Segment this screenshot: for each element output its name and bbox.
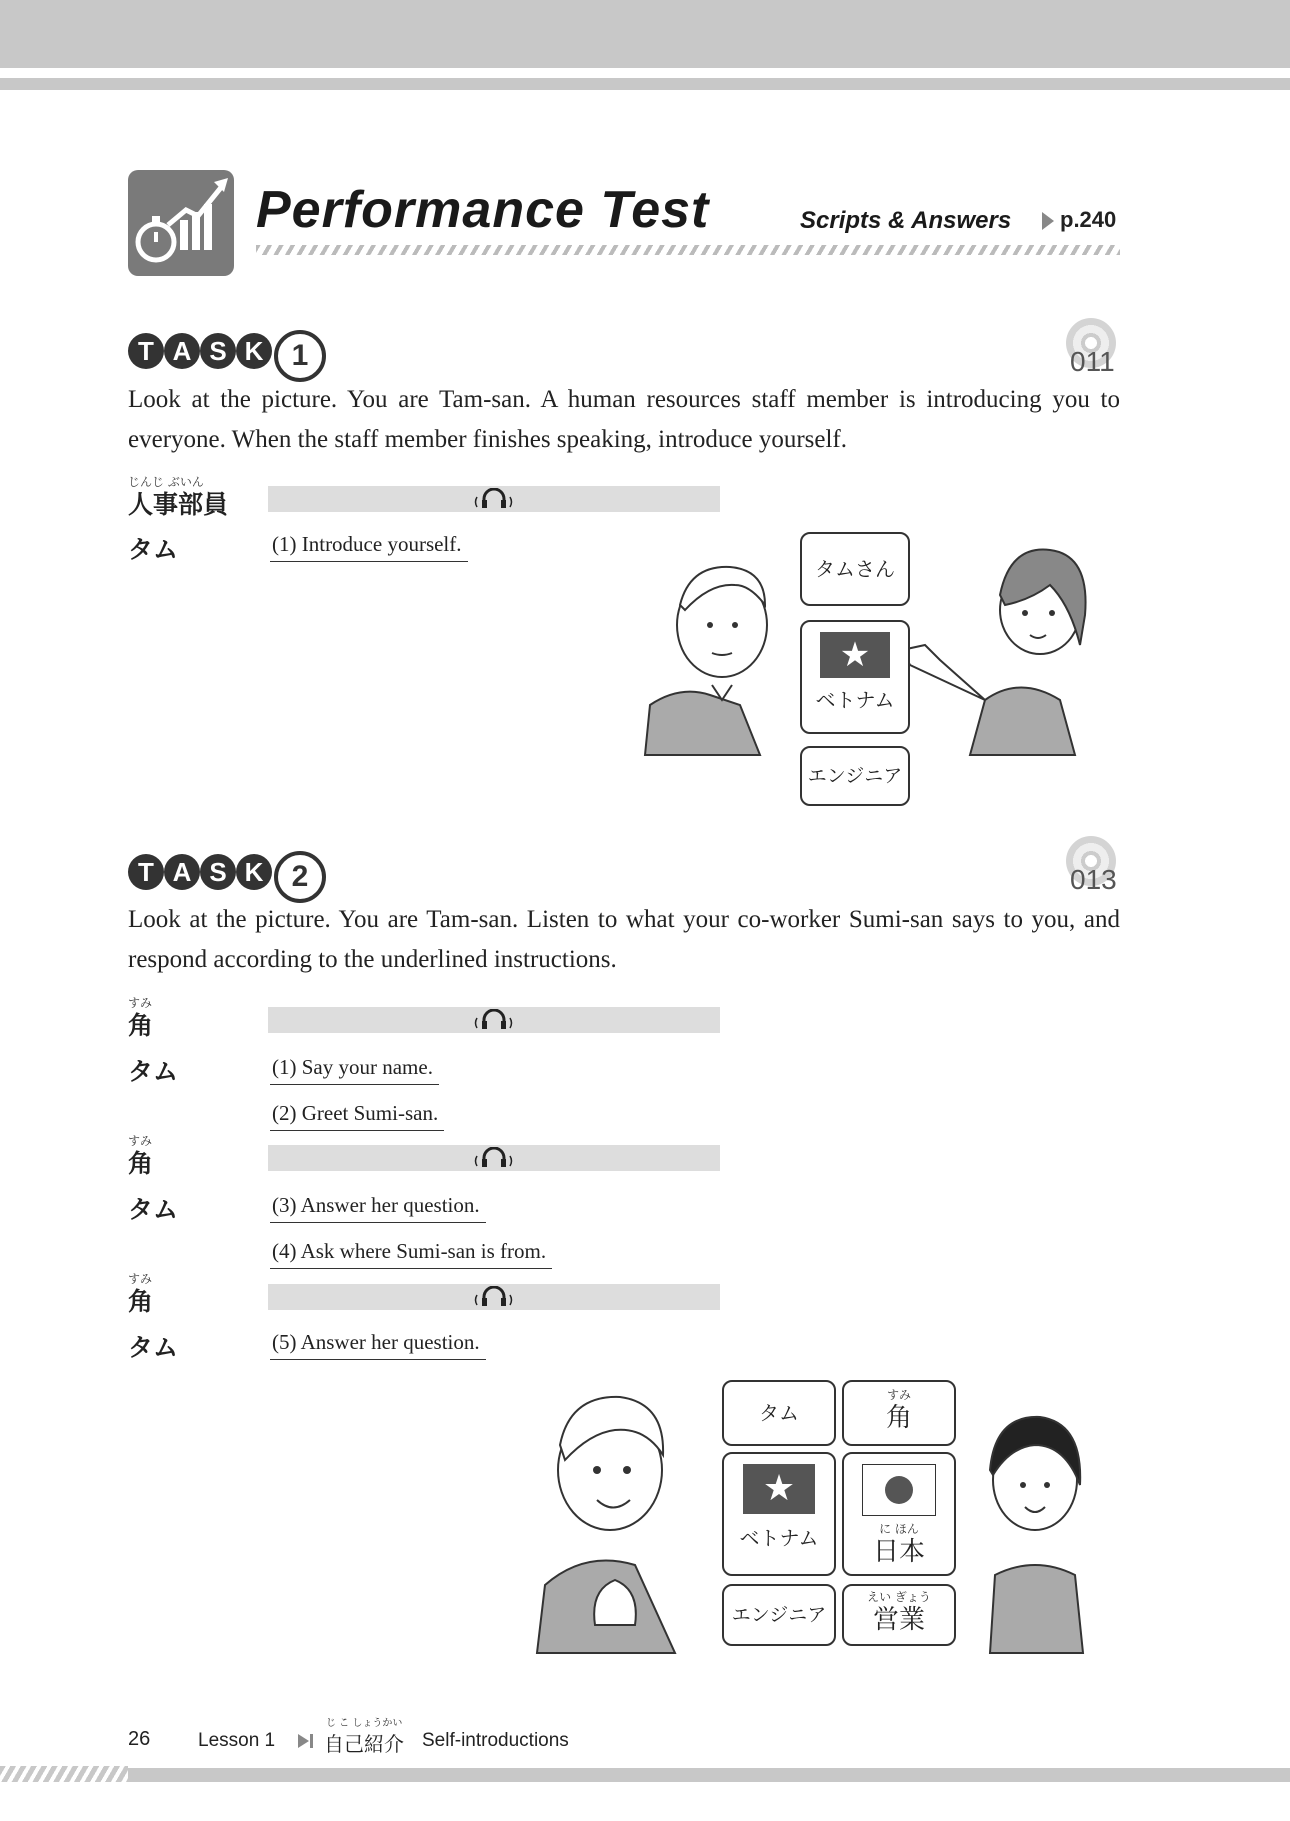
bubble-engineer: エンジニア (800, 746, 910, 806)
response-line: (1) Introduce yourself. (270, 532, 468, 562)
speaker-ruby: すみ (128, 1134, 153, 1148)
speaker-sumi: 角 (128, 1149, 154, 1178)
task-letter: S (200, 333, 236, 369)
task-letter: A (164, 854, 200, 890)
speaker-tam: タム (128, 535, 179, 564)
top-bar (0, 0, 1290, 68)
bubble-tam-san: タムさん (800, 532, 910, 606)
vietnam-flag: ★ (743, 1464, 815, 1514)
task-number: 2 (274, 851, 326, 903)
card-ruby: に ほん (879, 1522, 919, 1536)
speaker-hr: 人事部員 (128, 490, 229, 519)
lesson-ruby: じ こ しょうかい (326, 1718, 403, 1729)
card-ruby: すみ (886, 1388, 911, 1402)
play-skip-bar (310, 1734, 313, 1748)
speaker-sumi: 角 (128, 1011, 154, 1040)
card-vietnam (722, 1452, 836, 1576)
card-japan (842, 1452, 956, 1576)
japan-flag-circle (885, 1476, 913, 1504)
audio-bar[interactable] (268, 1007, 720, 1033)
bubble-vietnam-label: ベトナム (815, 688, 895, 712)
bubble-vietnam (800, 620, 910, 734)
task-number: 1 (274, 330, 326, 382)
task-letter: T (128, 333, 164, 369)
headphones-icon (472, 1009, 516, 1031)
track-number: 011 (1070, 346, 1115, 377)
task-letter: A (164, 333, 200, 369)
track-number: 013 (1070, 864, 1117, 895)
headphones-icon (472, 488, 516, 510)
task-letter: K (236, 854, 272, 890)
response-line: (4) Ask where Sumi-san is from. (270, 1239, 552, 1269)
headphones-icon (472, 1147, 516, 1169)
card-sumi-label: 角 (885, 1403, 912, 1433)
vietnam-flag: ★ (820, 632, 890, 678)
bottom-hatch (0, 1766, 128, 1782)
bottom-bar (0, 1768, 1290, 1782)
speaker-ruby: すみ (128, 996, 153, 1010)
speaker-tam: タム (128, 1195, 179, 1224)
lesson-jp: 自己紹介 (324, 1732, 404, 1756)
page-number: 26 (128, 1728, 151, 1750)
speaker-ruby: すみ (128, 1272, 153, 1286)
task2-badge (128, 851, 326, 899)
card-vietnam-label: ベトナム (739, 1526, 819, 1550)
task2-instructions: Look at the picture. You are Tam-san. Listen to what your co-worker Sumi-san says to you, and respond according to the underlined instructions. (128, 906, 1120, 973)
speaker-tam: タム (128, 1057, 179, 1086)
lesson-en: Self-introductions (422, 1730, 569, 1751)
japan-flag (862, 1464, 936, 1516)
card-sales-label: 営業 (872, 1605, 925, 1635)
card-sumi (842, 1380, 956, 1446)
card-engineer: エンジニア (722, 1584, 836, 1646)
card-ruby: えい ぎょう (867, 1590, 931, 1604)
task-letter: T (128, 854, 164, 890)
audio-bar[interactable] (268, 486, 720, 512)
header-dashed-rule (256, 245, 1120, 255)
performance-icon (128, 170, 234, 276)
card-sales (842, 1584, 956, 1646)
speaker-tam: タム (128, 1333, 179, 1362)
page-title: Performance Test (256, 181, 710, 239)
speaker-ruby: じんじ ぶいん (128, 475, 204, 489)
lesson-label: Lesson 1 (198, 1730, 276, 1751)
scripts-answers-label: Scripts & Answers (800, 207, 1012, 234)
triangle-right-icon (1042, 212, 1054, 230)
task1-badge (128, 330, 326, 378)
card-japan-label: 日本 (872, 1537, 925, 1567)
play-skip-icon (298, 1734, 309, 1748)
top-rule (0, 78, 1290, 90)
card-tam: タム (722, 1380, 836, 1446)
page-reference: p.240 (1060, 207, 1117, 232)
response-line: (3) Answer her question. (270, 1193, 486, 1223)
audio-bar[interactable] (268, 1284, 720, 1310)
task-letter: K (236, 333, 272, 369)
task-letter: S (200, 854, 236, 890)
speaker-sumi: 角 (128, 1287, 154, 1316)
audio-bar[interactable] (268, 1145, 720, 1171)
response-line: (5) Answer her question. (270, 1330, 486, 1360)
task1-instructions: Look at the picture. You are Tam-san. A human resources staff member is introducing you to everyone. When the staff member finishes speaking, introduce yourself. (128, 386, 1120, 453)
response-line: (2) Greet Sumi-san. (270, 1101, 444, 1131)
headphones-icon (472, 1286, 516, 1308)
response-line: (1) Say your name. (270, 1055, 439, 1085)
